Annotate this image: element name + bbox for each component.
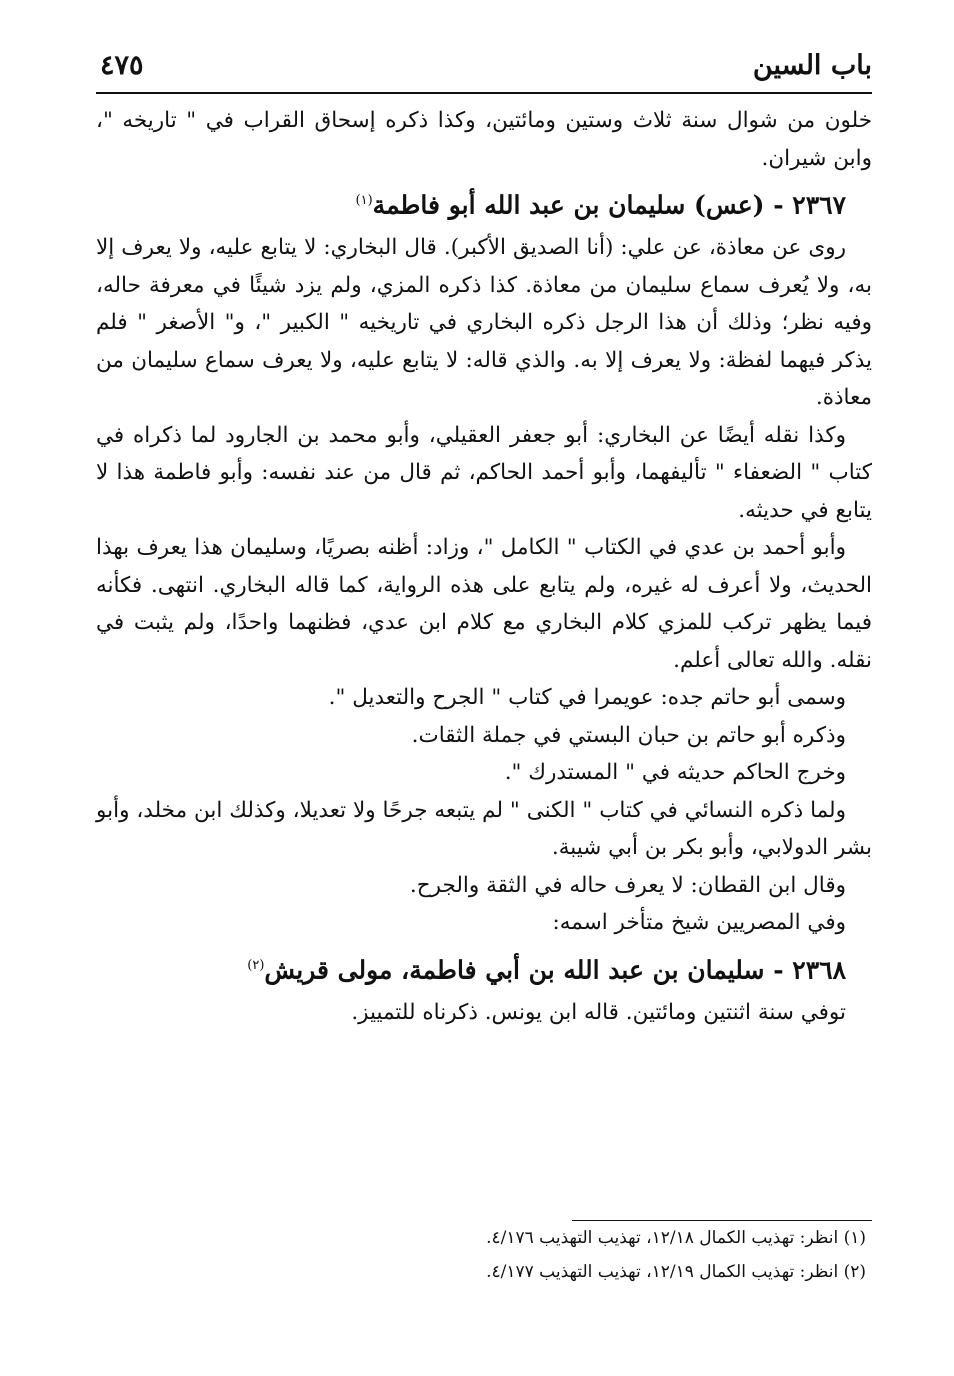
paragraph: وفي المصريين شيخ متأخر اسمه: (552, 910, 846, 936)
entry-heading-text: ٢٣٦٧ - (عس) سليمان بن عبد الله أبو فاطمة (372, 190, 846, 220)
entry-heading-2367 (96, 179, 872, 227)
page-number: ٤٧٥ (100, 50, 144, 81)
footnote-marker: (٢) (247, 957, 265, 973)
entry-heading-2368 (96, 944, 872, 992)
running-title: باب السين (752, 50, 872, 81)
paragraph: وذكره أبو حاتم بن حبان البستي في جملة الثقات. (411, 722, 846, 748)
entry-heading-text: ٢٣٦٨ - سليمان بن عبد الله بن أبي فاطمة، مولى قريش (264, 955, 846, 985)
footnote-marker: (١) (355, 193, 373, 208)
paragraph: روى عن معاذة، عن علي: (أنا الصديق الأكبر). قال البخاري: لا يتابع عليه، ولا يعرف إلا به، ولا يُعرف سماع سليمان من معاذة. كذا ذكره المزي، ولم يزد شيئًا في معرفة حاله، وفيه نظر؛ وذلك أن هذا الرجل ذكره البخاري في تاريخيه " الكبير "، و" الأصغر " فلم يذكر فيهما لفظة: ولا يعرف إلا به. والذي قاله: لا يتابع عليه، ولا يعرف سماع سليمان من معاذة. (96, 235, 872, 411)
footnote-2: (٢) انظر: تهذيب الكمال ١٢/١٩، تهذيب التهذيب ٤/١٧٧. (486, 1262, 866, 1282)
paragraph: وكذا نقله أيضًا عن البخاري: أبو جعفر العقيلي، وأبو محمد بن الجارود لما ذكراه في كتاب " الضعفاء " تأليفهما، وأبو أحمد الحاكم، ثم قال من عند نفسه: وأبو فاطمة هذا لا يتابع في حديثه. (96, 422, 872, 523)
page (96, 40, 872, 1032)
footnote-1: (١) انظر: تهذيب الكمال ١٢/١٨، تهذيب التهذيب ٤/١٧٦. (486, 1228, 866, 1248)
footnotes (96, 1220, 872, 1289)
main-text (96, 102, 872, 1032)
paragraph: وخرج الحاكم حديثه في " المستدرك ". (504, 760, 846, 786)
paragraph: ولما ذكره النسائي في كتاب " الكنى " لم يتبعه جرحًا ولا تعديلا، وكذلك ابن مخلد، وأبو بشر الدولابي، وأبو بكر بن أبي شيبة. (96, 797, 872, 861)
page-header (96, 40, 872, 94)
paragraph: وسمى أبو حاتم جده: عويمرا في كتاب " الجرح والتعديل ". (328, 685, 846, 711)
paragraph: توفي سنة اثنتين ومائتين. قاله ابن يونس. ذكرناه للتمييز. (351, 1000, 846, 1026)
paragraph: خلون من شوال سنة ثلاث وستين ومائتين، وكذا ذكره إسحاق القراب في " تاريخه "، وابن شيران. (96, 108, 872, 171)
paragraph: وقال ابن القطان: لا يعرف حاله في الثقة والجرح. (409, 872, 846, 898)
paragraph: وأبو أحمد بن عدي في الكتاب " الكامل "، وزاد: أظنه بصريًا، وسليمان هذا يعرف بهذا الحديث، ولا أعرف له غيره، ولم يتابع على هذه الرواية، كما قاله البخاري. انتهى. فكأنه فيما يظهر تركب للمزي كلام البخاري مع كلام ابن عدي، فظنهما واحدًا، ولم يثبت في نقله. والله تعالى أعلم. (96, 535, 872, 673)
